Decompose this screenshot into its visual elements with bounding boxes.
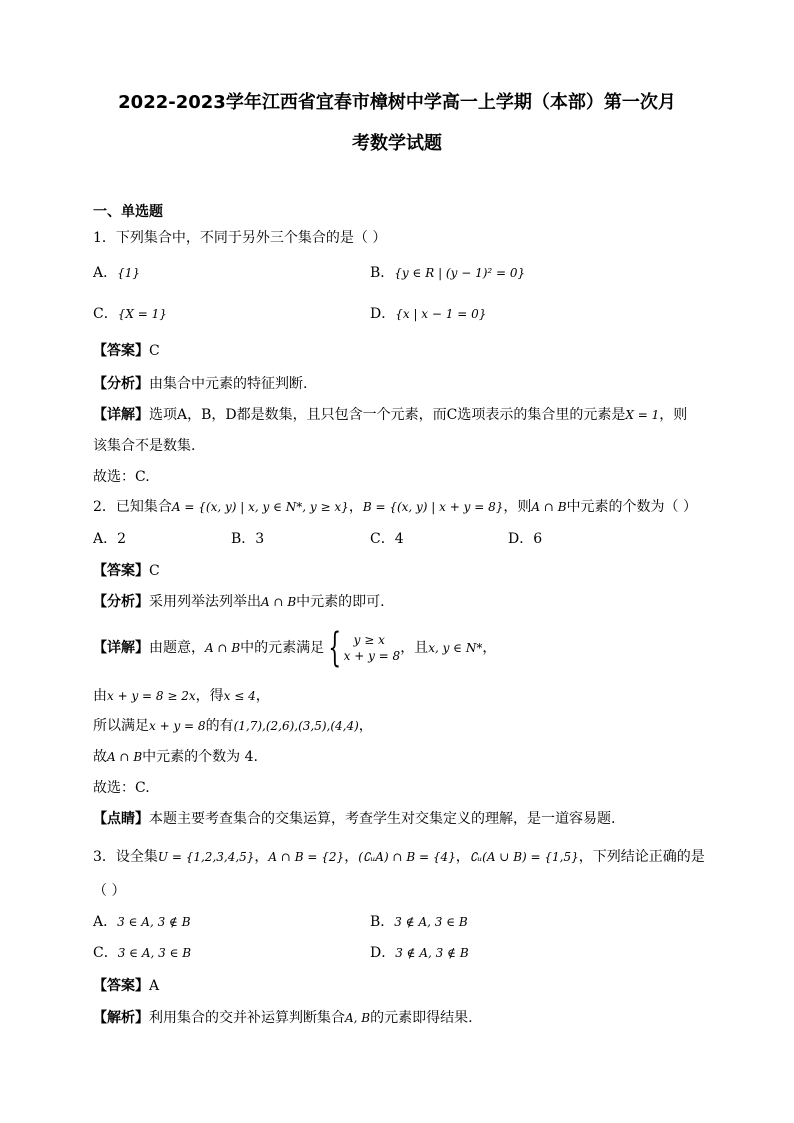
q3-option-d: D．3 ∉ A, 3 ∉ B [370, 945, 469, 961]
document-title-line-2: 考数学试题 [352, 133, 442, 154]
q2-option-b: B．3 [231, 531, 265, 547]
question-3-paren: （ ） [93, 883, 126, 899]
q1-conclusion: 故选：C. [93, 469, 150, 485]
q1-option-a: A．{1} [93, 265, 141, 281]
equation-system: y ≥ x x + y = 8 [343, 633, 401, 663]
question-3-stem: 3．设全集U = {1,2,3,4,5}，A ∩ B = {2}，(∁ᵤA) ∩ B = {4}，∁ᵤ(A ∪ B) = {1,5}，下列结论正确的是 [93, 849, 705, 865]
q1-detail: 【详解】选项A，B，D都是数集，且只包含一个元素，而C选项表示的集合里的元素是X = 1，则 [93, 407, 688, 423]
q3-option-a: A．3 ∈ A, 3 ∉ B [93, 914, 191, 930]
q1-option-b: B．{y ∈ R | (y − 1)² = 0} [370, 265, 526, 281]
q2-option-c: C．4 [370, 531, 404, 547]
section-heading: 一、单选题 [93, 204, 163, 220]
q2-option-d: D．6 [508, 531, 543, 547]
q2-answer: 【答案】C [93, 563, 160, 579]
q1-option-c: C．{X = 1} [93, 306, 167, 322]
q1-detail-cont: 该集合不是数集. [93, 438, 196, 454]
q1-answer: 【答案】C [93, 343, 160, 359]
q3-solution: 【解析】利用集合的交并补运算判断集合A, B的元素即得结果. [93, 1010, 473, 1026]
system-brace: { [328, 625, 342, 671]
q1-option-d: D．{x | x − 1 = 0} [370, 306, 487, 322]
q3-option-b: B．3 ∉ A, 3 ∈ B [370, 914, 468, 930]
q2-step-1: 由x + y = 8 ≥ 2x，得x ≤ 4， [93, 688, 270, 704]
q3-answer: 【答案】A [93, 978, 160, 994]
q2-comment: 【点睛】本题主要考查集合的交集运算，考查学生对交集定义的理解，是一道容易题. [93, 811, 616, 827]
q2-analysis: 【分析】采用列举法列举出A ∩ B中元素的即可. [93, 594, 385, 610]
document-title-line-1: 2022-2023学年江西省宜春市樟树中学高一上学期（本部）第一次月 [118, 92, 676, 113]
question-2-stem: 2．已知集合A = {(x, y) | x, y ∈ N*, y ≥ x}，B = {(x, y) | x + y = 8}，则A ∩ B中元素的个数为（ ） [93, 499, 697, 515]
q2-conclusion: 故选：C. [93, 780, 150, 796]
q2-option-a: A．2 [93, 531, 127, 547]
q1-analysis: 【分析】由集合中元素的特征判断. [93, 376, 308, 392]
q3-option-c: C．3 ∈ A, 3 ∈ B [93, 945, 192, 961]
question-1-stem: 1．下列集合中，不同于另外三个集合的是（ ） [93, 230, 387, 246]
q2-step-3: 故A ∩ B中元素的个数为 4. [93, 749, 258, 765]
q2-detail: 【详解】由题意，A ∩ B中的元素满足 { y ≥ x x + y = 8，且x, y ∈ N*， [93, 625, 497, 671]
q2-step-2: 所以满足x + y = 8的有(1,7),(2,6),(3,5),(4,4)， [93, 718, 373, 734]
